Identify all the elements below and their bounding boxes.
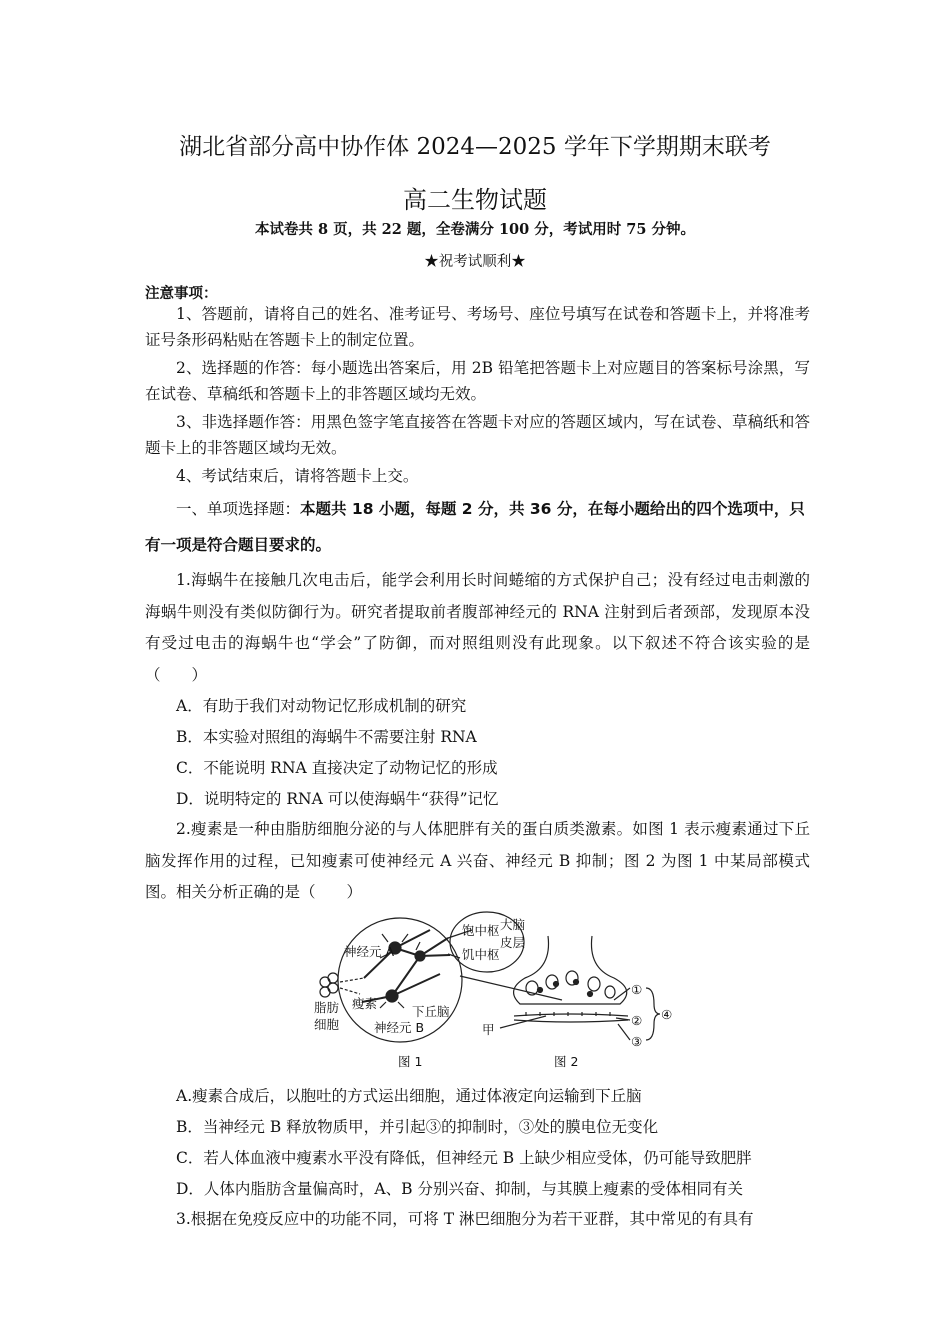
- label-fat-line2: 细胞: [314, 1017, 340, 1032]
- figure-1-caption: 图 1: [398, 1054, 423, 1069]
- figure-2-caption: 图 2: [554, 1054, 579, 1069]
- exam-title: 湖北省部分高中协作体 2024—2025 学年下学期期末联考: [179, 134, 771, 160]
- question-2-option-d: D．人体内脂肪含量偏高时，A、B 分别兴奋、抑制，与其膜上瘦素的受体相同有关: [176, 1180, 743, 1198]
- good-luck-line: ★祝考试顺利★: [424, 254, 526, 270]
- label-marker-3: ③: [631, 1034, 643, 1049]
- section-prefix: 一、单项选择题：: [176, 500, 301, 518]
- notice-heading: 注意事项：: [145, 285, 218, 302]
- question-1-option-b: B．本实验对照组的海蜗牛不需要注射 RNA: [176, 728, 477, 746]
- label-cortex-line1: 大脑: [500, 917, 526, 932]
- question-2-stem: 2.瘦素是一种由脂肪细胞分泌的与人体肥胖有关的蛋白质类激素。如图 1 表示瘦素通过下丘脑发挥作用的过程，已知瘦素可使神经元 A 兴奋、神经元 B 抑制；图 2 为图 1 中某局部模式图。相关分析正确的是（ ）: [145, 820, 810, 901]
- leptin-figure: [300, 908, 690, 1078]
- label-neuron-a: 神经元 A: [344, 944, 395, 959]
- question-2-option-b: B．当神经元 B 释放物质甲，并引起③的抑制时，③处的膜电位无变化: [176, 1118, 659, 1136]
- notice-item-2: 2、选择题的作答：每小题选出答案后，用 2B 铅笔把答题卡上对应题目的答案标号涂黑，写在试卷、草稿纸和答题卡上的非答题区域均无效。: [145, 359, 810, 403]
- question-1-option-d: D．说明特定的 RNA 可以使海蜗牛“获得”记忆: [176, 790, 499, 808]
- notice-item-4: 4、考试结束后，请将答题卡上交。: [176, 467, 419, 485]
- label-hypothalamus: 下丘脑: [412, 1004, 450, 1019]
- subject-title: 高二生物试题: [403, 186, 547, 214]
- label-neuron-b: 神经元 B: [374, 1020, 425, 1035]
- label-leptin: 瘦素: [352, 996, 378, 1011]
- question-2-option-c: C．若人体血液中瘦素水平没有降低，但神经元 B 上缺少相应受体，仍可能导致肥胖: [176, 1149, 752, 1167]
- notice-item-3: 3、非选择题作答：用黑色签字笔直接答在答题卡对应的答题区域内，写在试卷、草稿纸和答题卡上的非答题区域均无效。: [145, 413, 810, 457]
- label-cortex-line2: 皮层: [500, 935, 526, 950]
- question-3-stem: 3.根据在免疫反应中的功能不同，可将 T 淋巴细胞分为若干亚群，其中常见的有具有: [176, 1210, 754, 1228]
- label-substance-jia: 甲: [482, 1022, 495, 1037]
- question-2-option-a: A.瘦素合成后，以胞吐的方式运出细胞，通过体液定向运输到下丘脑: [176, 1087, 642, 1105]
- label-satiety-center: 饱中枢: [462, 923, 500, 938]
- question-1-option-a: A．有助于我们对动物记忆形成机制的研究: [176, 697, 467, 715]
- label-fat-line1: 脂肪: [314, 1000, 340, 1015]
- section-heading: [145, 491, 815, 563]
- label-marker-2: ②: [631, 1013, 643, 1028]
- figure-svg: [300, 908, 690, 1078]
- question-1-option-c: C．不能说明 RNA 直接决定了动物记忆的形成: [176, 759, 498, 777]
- question-1-stem: 1.海蜗牛在接触几次电击后，能学会利用长时间蜷缩的方式保护自己；没有经过电击刺激的海蜗牛则没有类似防御行为。研究者提取前者腹部神经元的 RNA 注射到后者颈部，发现原本没有受过电击的海蜗牛也“学会”了防御，而对照组则没有此现象。以下叙述不符合该实验的是（ ）: [145, 571, 810, 684]
- label-hunger-center: 饥中枢: [462, 947, 500, 962]
- label-marker-4: ④: [661, 1007, 673, 1022]
- exam-info: 本试卷共 8 页，共 22 题，全卷满分 100 分，考试用时 75 分钟。: [254, 221, 696, 238]
- section-instructions: 本题共 18 小题，每题 2 分，共 36 分，在每小题给出的四个选项中，只有一项是符合题目要求的。: [145, 500, 805, 554]
- notice-item-1: 1、答题前，请将自己的姓名、准考证号、考场号、座位号填写在试卷和答题卡上，并将准考证号条形码粘贴在答题卡上的制定位置。: [145, 305, 810, 349]
- label-marker-1: ①: [631, 982, 643, 997]
